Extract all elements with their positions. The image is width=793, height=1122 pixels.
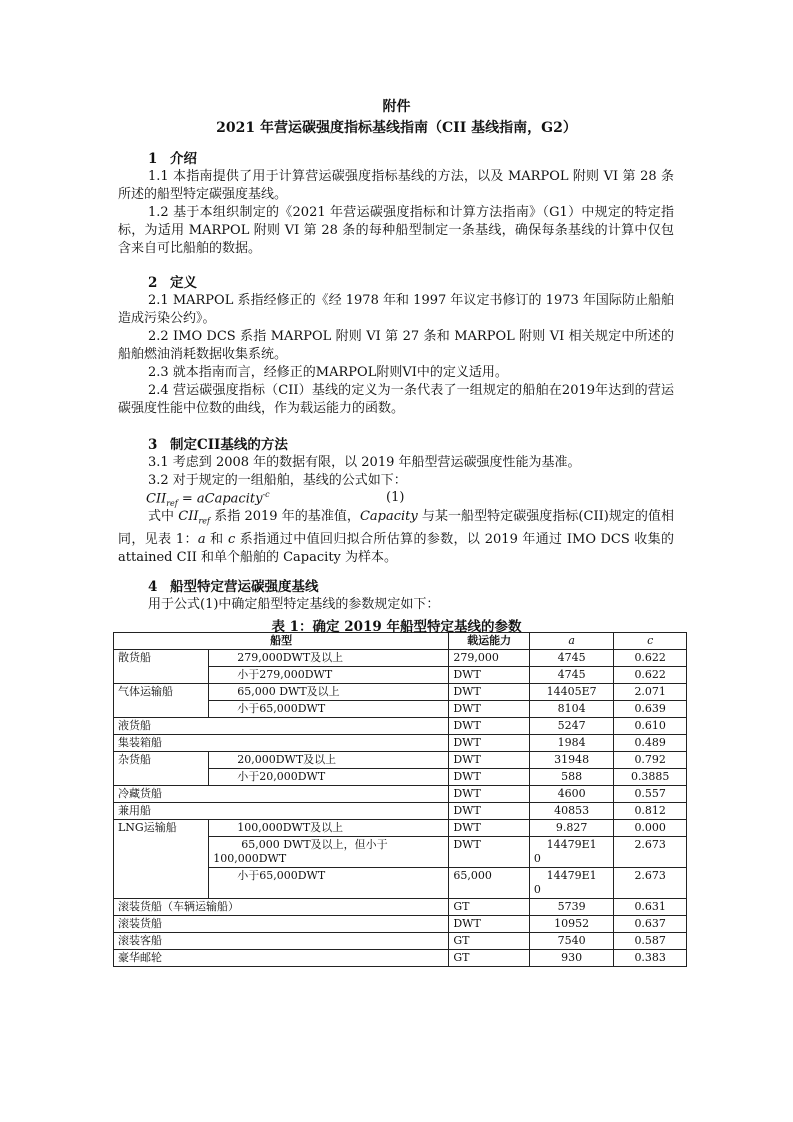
header-ship-type: 船型 — [114, 633, 449, 650]
table-row: 小于65,000DWT DWT 8104 0.639 — [114, 701, 687, 718]
section-heading: 1 介绍 — [148, 151, 197, 167]
table-row: 液货船 DWT 5247 0.610 — [114, 718, 687, 735]
table-row: 小于65,000DWT 65,000 14479E1 0 2.673 — [114, 868, 687, 899]
table-row: 滚装货船（车辆运输船） GT 5739 0.631 — [114, 899, 687, 916]
table-row: 小于20,000DWT DWT 588 0.3885 — [114, 769, 687, 786]
table-row: 65,000 DWT及以上，但小于 100,000DWT DWT 14479E1 0 2.673 — [114, 837, 687, 868]
section-heading: 3 制定CII基线的方法 — [148, 437, 288, 453]
formula-number: (1) — [386, 490, 405, 505]
paragraph: 3.2 对于规定的一组船舶，基线的公式如下： — [148, 473, 407, 488]
header-capacity: 载运能力 — [449, 633, 530, 650]
table-row: 小于279,000DWT DWT 4745 0.622 — [114, 667, 687, 684]
table-row: LNG运输船 100,000DWT及以上 DWT 9.827 0.000 — [114, 820, 687, 837]
paragraph: 2.4 营运碳强度指标（CII）基线的定义为一条代表了一组规定的船舶在2019年达到的营运碳强度性能中位数的曲线，作为载运能力的函数。 — [118, 383, 674, 416]
table-caption: 表 1：确定 2019 年船型特定基线的参数 — [271, 619, 522, 635]
table-row: 集装箱船 DWT 1984 0.489 — [114, 735, 687, 752]
paragraph: 用于公式(1)中确定船型特定基线的参数规定如下： — [148, 597, 440, 612]
baseline-parameters-table — [113, 632, 687, 967]
table-row: 豪华邮轮 GT 930 0.383 — [114, 950, 687, 967]
paragraph: 1.1 本指南提供了用于计算营运碳强度指标基线的方法，以及 MARPOL 附则 VI 第 28 条所述的船型特定碳强度基线。 — [118, 169, 674, 202]
table-row: 滚装客船 GT 7540 0.587 — [114, 933, 687, 950]
table-row: 散货船 279,000DWT及以上 279,000 4745 0.622 — [114, 650, 687, 667]
document-title: 2021 年营运碳强度指标基线指南（CII 基线指南，G2） — [216, 120, 577, 136]
paragraph: 式中 $CII_{ref}$ 系指 2019 年的基准值，Capacity 与某一船型特定碳强度指标(CII)规定的值相同，见表 1：a 和 c 系指通过中值回归拟合所估算的参数，以 2019 年通过 IMO DCS 收集的 attained CII 和单个船舶的 Capacity 为样本。 — [118, 509, 674, 565]
paragraph: 2.2 IMO DCS 系指 MARPOL 附则 VI 第 27 条和 MARPOL 附则 VI 相关规定中所述的船舶燃油消耗数据收集系统。 — [118, 329, 674, 362]
section-1 — [118, 150, 674, 258]
paragraph: 3.1 考虑到 2008 年的数据有限，以 2019 年船型营运碳强度性能为基准。 — [148, 455, 581, 470]
header-c: c — [614, 633, 687, 650]
paragraph: 2.3 就本指南而言，经修正的MARPOL附则VI中的定义适用。 — [148, 365, 508, 380]
table-row: 滚装货船 DWT 10952 0.637 — [114, 916, 687, 933]
table-row: 杂货船 20,000DWT及以上 DWT 31948 0.792 — [114, 752, 687, 769]
table-header-row — [114, 633, 687, 650]
section-heading: 4 船型特定营运碳强度基线 — [148, 579, 319, 595]
table-row: 冷藏货船 DWT 4600 0.557 — [114, 786, 687, 803]
paragraph: 2.1 MARPOL 系指经修正的《经 1978 年和 1997 年议定书修订的 1973 年国际防止船舶造成污染公约》。 — [118, 293, 674, 326]
table-row: 气体运输船 65,000 DWT及以上 DWT 14405E7 2.071 — [114, 684, 687, 701]
table-row: 兼用船 DWT 40853 0.812 — [114, 803, 687, 820]
section-2 — [118, 274, 674, 418]
section-4 — [118, 578, 674, 614]
paragraph: 1.2 基于本组织制定的《2021 年营运碳强度指标和计算方法指南》（G1）中规定的特定指标，为适用 MARPOL 附则 VI 第 28 条的每种船型制定一条基线，确保每条基线的计算中仅包含来自可比船舶的数据。 — [118, 205, 674, 256]
header-a: a — [529, 633, 614, 650]
baseline-formula: $CII_{ref}$ = aCapacity$^{-c}$ — [146, 490, 270, 508]
section-heading: 2 定义 — [148, 275, 197, 291]
annex-label: 附件 — [382, 99, 411, 115]
